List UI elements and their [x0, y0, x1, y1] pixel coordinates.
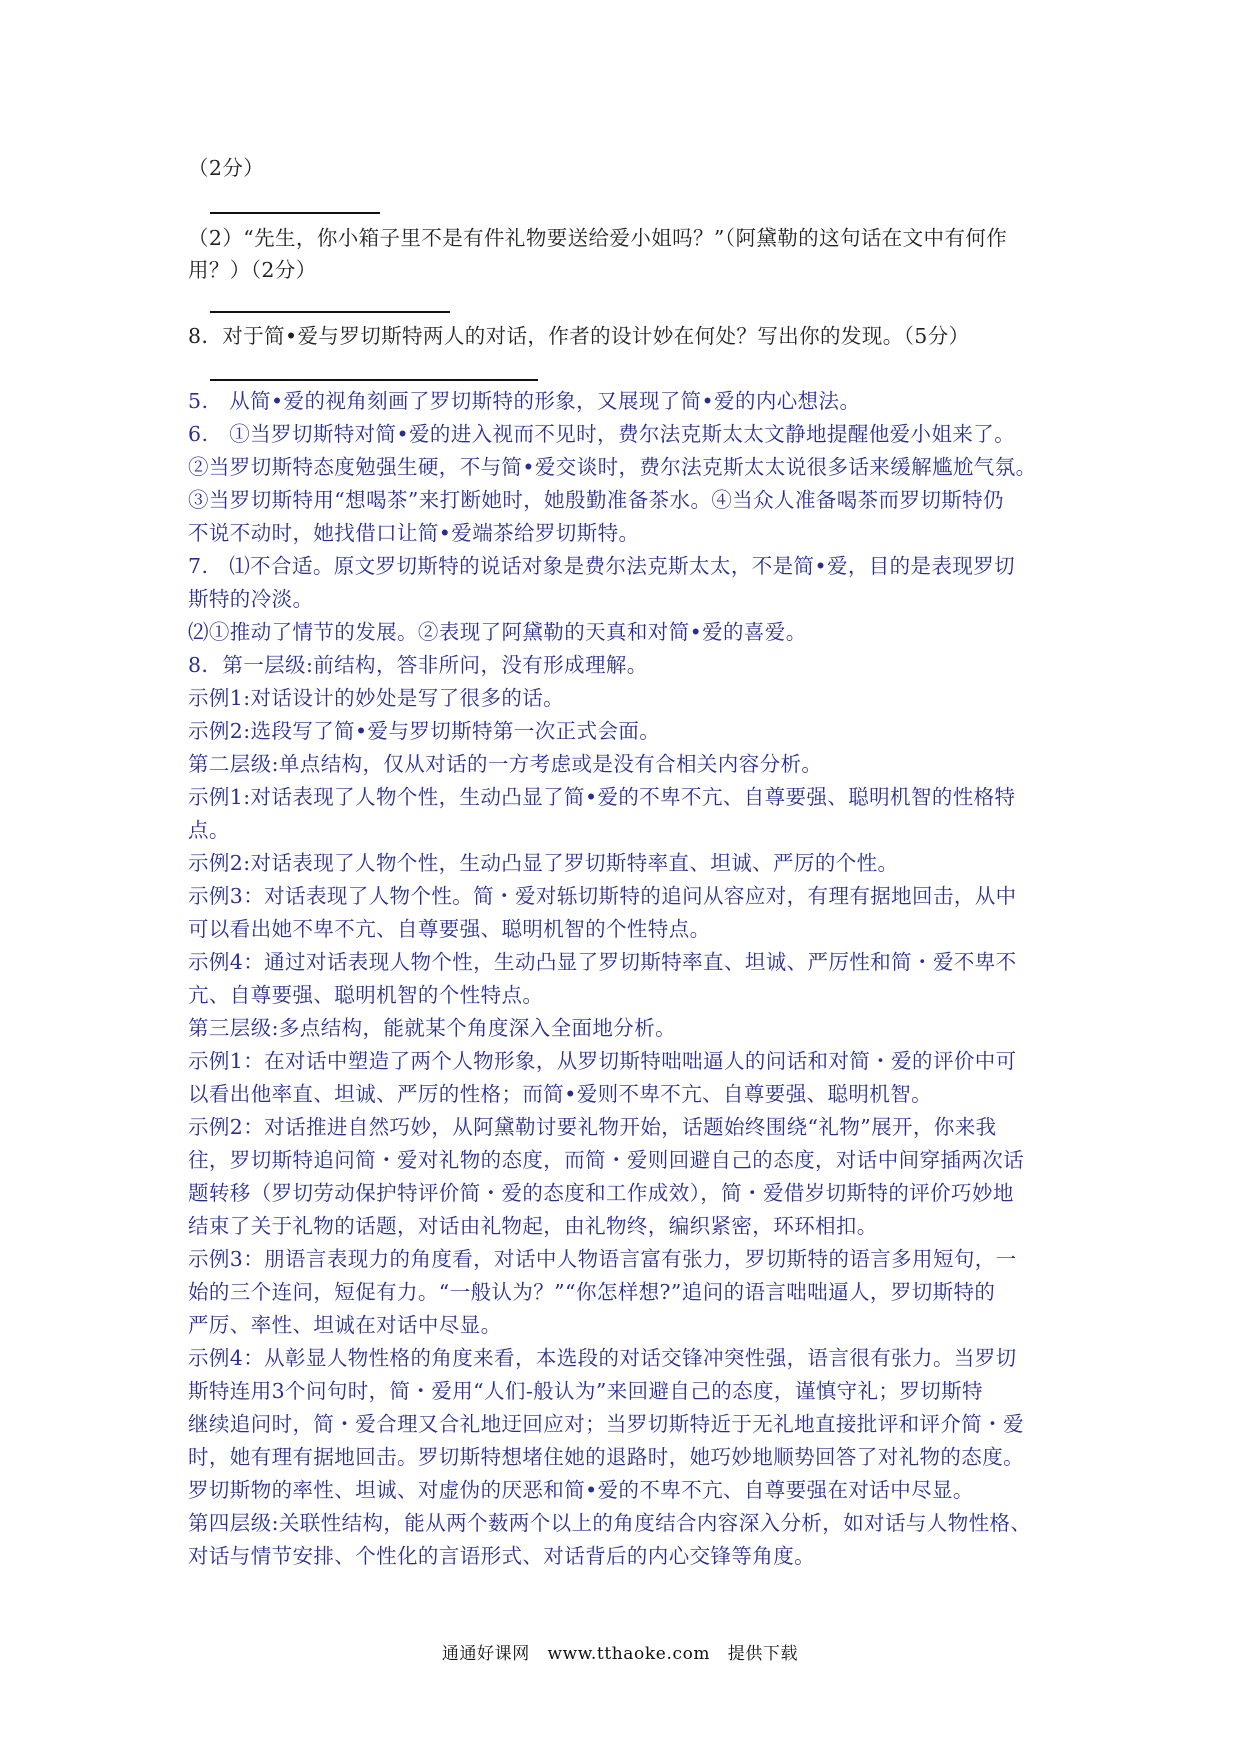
answer-blank-line [210, 379, 538, 381]
answer-8-line: 时，她有理有据地回击。罗切斯特想堵住她的退路时，她巧妙地顺势回答了对礼物的态度。 [188, 1445, 1024, 1469]
answer-6-line: 6. ①当罗切斯特对简•爱的进入视而不见时，费尔法克斯太太文静地提醒他爱小姐来了。 [188, 422, 1016, 446]
score-label: （2分） [188, 156, 265, 180]
answer-7-line: 斯特的冷淡。 [188, 587, 314, 611]
answer-8-line: 以看出他率直、坦诚、严厉的性格；而简•爱则不卑不亢、自尊要强、聪明机智。 [188, 1082, 932, 1106]
answer-8-line: 点。 [188, 818, 230, 842]
answer-8-line: 第三层级:多点结构，能就某个角度深入全面地分析。 [188, 1016, 677, 1040]
answer-8-line: 始的三个连问，短促有力。“一般认为？”“你怎样想?”追问的语言咄咄逼人，罗切斯特的 [188, 1280, 996, 1304]
answer-8-line: 第四层级:关联性结构，能从两个薮两个以上的角度结合内容深入分析，如对话与人物性格、 [188, 1511, 1032, 1535]
answer-8-line: 对话与情节安排、个性化的言语形式、对话背后的内心交锋等角度。 [188, 1544, 815, 1568]
answer-8-line: 亢、自尊要强、聪明机智的个性特点。 [188, 983, 544, 1007]
question-8: 8．对于简•爱与罗切斯特两人的对话，作者的设计妙在何处？写出你的发现。（5分） [188, 324, 970, 348]
answer-5: 5. 从简•爱的视角刻画了罗切斯特的形象，又展现了简•爱的内心想法。 [188, 389, 861, 413]
answer-8-line: 往，罗切斯特追问简・爱对礼物的态度，而简・爱则回避自己的态度，对话中间穿插两次话 [188, 1148, 1024, 1172]
answer-6-line: ②当罗切斯特态度勉强生硬，不与简•爱交谈时，费尔法克斯太太说很多话来缓解尴尬气氛。 [188, 455, 1037, 479]
answer-8-line: 示例3：对话表现了人物个性。简・爱对轹切斯特的追问从容应对，有理有据地回击，从中 [188, 884, 1017, 908]
answer-8-line: 斯特连用3个问句时，简・爱用“人们-般认为”来回避自己的态度，谨慎守礼；罗切斯特 [188, 1379, 983, 1403]
answer-6-line: 不说不动时，她找借口让简•爱端茶给罗切斯特。 [188, 521, 640, 545]
answer-8-line: 罗切斯物的率性、坦诚、对虚伪的厌恶和简•爱的不卑不亢、自尊要强在对话中尽显。 [188, 1478, 974, 1502]
answer-8-line: 题转移（罗切劳动保护特评价简・爱的态度和工作成效），简・爱借岁切斯特的评价巧妙地 [188, 1181, 1014, 1205]
question-7-2-line: （2）“先生，你小箱子里不是有件礼物要送给爱小姐吗？”（阿黛勒的这句话在文中有何作 [188, 226, 1008, 250]
answer-8-line: 8．第一层级:前结构，答非所问，没有形成理解。 [188, 653, 648, 677]
answer-7-line: ⑵①推动了情节的发展。②表现了阿黛勒的天真和对简•爱的喜爱。 [188, 620, 807, 644]
answer-blank-line [210, 311, 450, 313]
answer-8-line: 示例1：在对话中塑造了两个人物形象，从罗切斯特咄咄逼人的问话和对简・爱的评价中可 [188, 1049, 1017, 1073]
answer-6-line: ③当罗切斯特用“想喝茶”来打断她时，她殷勤准备茶水。④当众人准备喝茶而罗切斯特仍 [188, 488, 1004, 512]
page-footer: 通通好课网 www.tthaoke.com 提供下载 [441, 1644, 799, 1664]
answer-8-line: 示例2:选段写了简•爱与罗切斯特第一次正式会面。 [188, 719, 661, 743]
question-7-2-line: 用？）（2分） [188, 258, 317, 282]
answer-8-line: 可以看出她不卑不亢、自尊要强、聪明机智的个性特点。 [188, 917, 711, 941]
answer-7-line: 7. ⑴不合适。原文罗切斯特的说话对象是费尔法克斯太太，不是简•爱，目的是表现罗切 [188, 554, 1016, 578]
answer-blank-line [210, 212, 380, 214]
answer-8-line: 示例1:对话设计的妙处是写了很多的话。 [188, 686, 565, 710]
answer-8-line: 示例4：通过对话表现人物个性，生动凸显了罗切斯特率直、坦诚、严厉性和简・爱不卑不 [188, 950, 1017, 974]
answer-8-line: 继续追问时，简・爱合理又合礼地迂回应对；当罗切斯特近于无礼地直接批评和评介简・爱 [188, 1412, 1024, 1436]
answer-8-line: 结束了关于礼物的话题，对话由礼物起，由礼物终，编织紧密，环环相扣。 [188, 1214, 878, 1238]
answer-8-line: 严厉、率性、坦诚在对话中尽显。 [188, 1313, 502, 1337]
answer-8-line: 示例3：朋语言表现力的角度看，对话中人物语言富有张力，罗切斯特的语言多用短句，一 [188, 1247, 1017, 1271]
answer-8-line: 示例2：对话推进自然巧妙，从阿黛勒讨要礼物开始，话题始终围绕“礼物”展开，你来我 [188, 1115, 997, 1139]
answer-8-line: 第二层级:单点结构，仅从对话的一方考虑或是没有合相关内容分析。 [188, 752, 823, 776]
answer-8-line: 示例4：从彰显人物性格的角度来看，本选段的对话交锋冲突性强，语言很有张力。当罗切 [188, 1346, 1017, 1370]
answer-8-line: 示例1:对话表现了人物个性，生动凸显了简•爱的不卑不亢、自尊要强、聪明机智的性格特 [188, 785, 1016, 809]
answer-8-line: 示例2:对话表现了人物个性，生动凸显了罗切斯特率直、坦诚、严厉的个性。 [188, 851, 899, 875]
